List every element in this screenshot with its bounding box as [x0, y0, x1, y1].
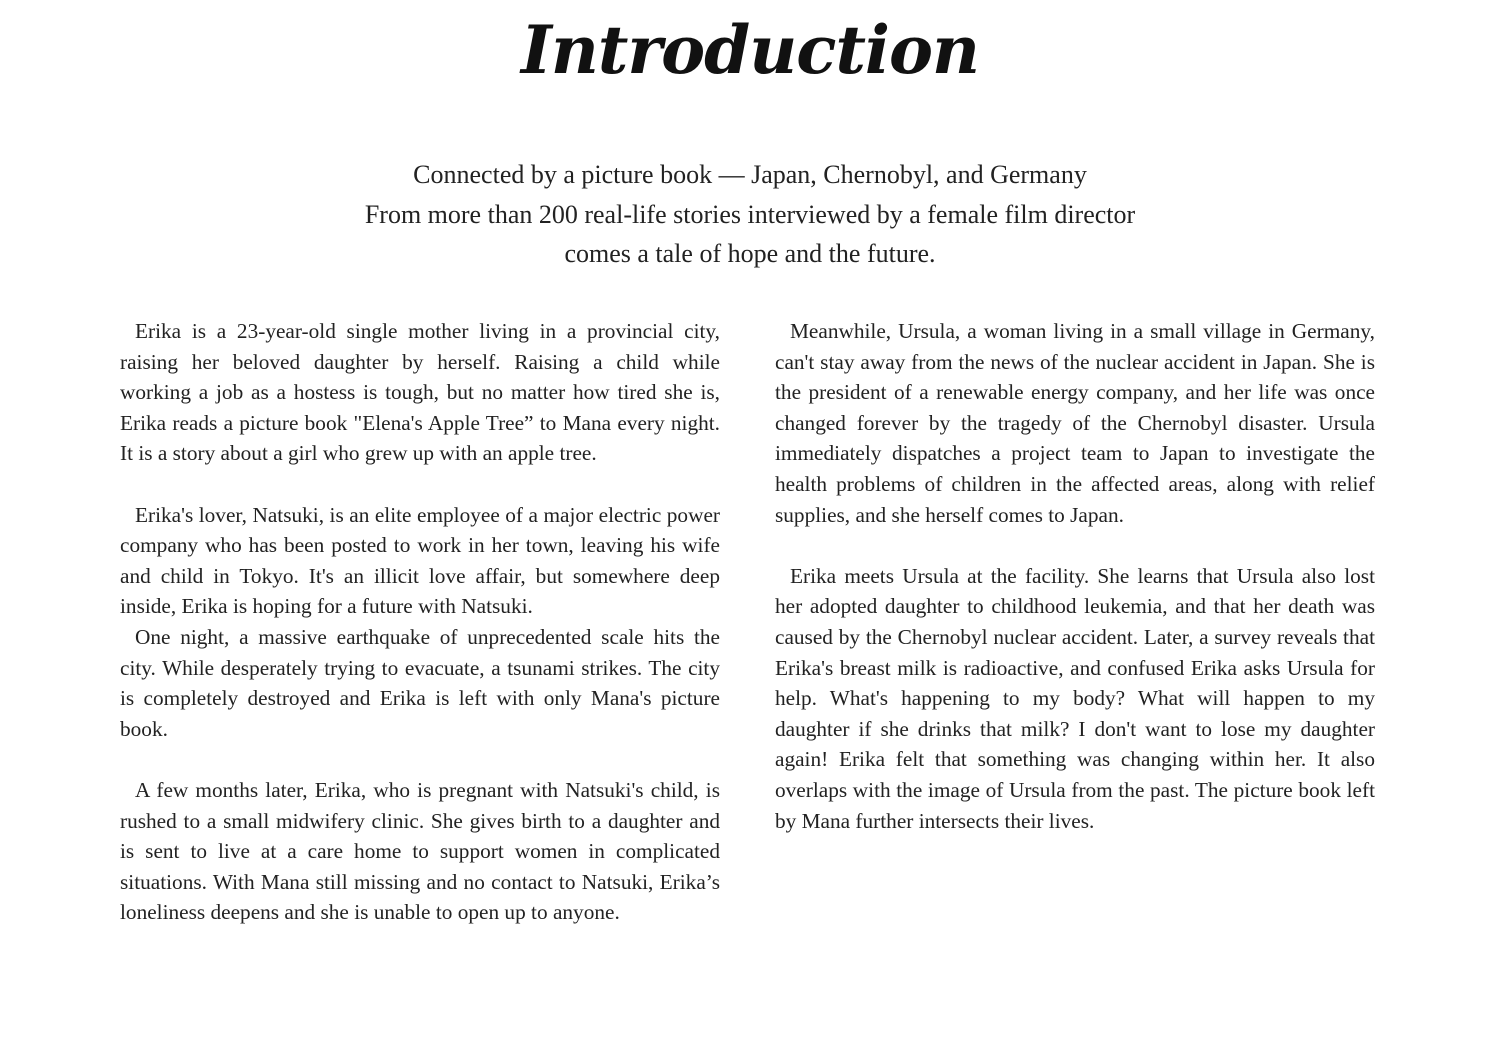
story-paragraph: Erika meets Ursula at the facility. She learns that Ursula also lost her adopted daughter to childhood leukemia, and that her death was caused by the Chernobyl nuclear accident. Later, a survey reveals that Erika's breast milk is radioactive, and confused Erika asks Ursula for help. What's happening to my body? What will happen to my daughter if she drinks that milk? I don't want to lose my daughter again! Erika felt that something was changing within her. It also overlaps with the image of Ursula from the past. The picture book left by Mana further intersects their lives.	[775, 563, 1375, 833]
page-title: Introduction	[520, 11, 980, 89]
story-paragraph: One night, a massive earthquake of unprecedented scale hits the city. While desperately trying to evacuate, a tsunami strikes. The city is completely destroyed and Erika is left with only Mana's picture book.	[120, 624, 720, 741]
right-column	[775, 316, 1375, 836]
tagline-line: comes a tale of hope and the future.	[564, 239, 936, 268]
story-paragraph: Erika's lover, Natsuki, is an elite employee of a major electric power company who has been posted to work in her town, leaving his wife and child in Tokyo. It's an illicit love affair, but somewhere deep inside, Erika is hoping for a future with Natsuki.	[120, 502, 720, 619]
tagline-line: Connected by a picture book — Japan, Chernobyl, and Germany	[413, 160, 1087, 189]
story-paragraph: A few months later, Erika, who is pregnant with Natsuki's child, is rushed to a small midwifery clinic. She gives birth to a daughter and is sent to live at a care home to support women in complicated situations. With Mana still missing and no contact to Natsuki, Erika’s loneliness deepens and she is unable to open up to anyone.	[120, 777, 720, 925]
tagline	[0, 155, 1500, 274]
tagline-line: From more than 200 real-life stories interviewed by a female film director	[364, 199, 1136, 229]
story-paragraph: Erika is a 23-year-old single mother living in a provincial city, raising her beloved daughter by herself. Raising a child while working a job as a hostess is tough, but no matter how tired she is, Erika reads a picture book "Elena's Apple Tree” to Mana every night. It is a story about a girl who grew up with an apple tree.	[120, 319, 720, 466]
left-column	[120, 316, 720, 928]
story-paragraph: Meanwhile, Ursula, a woman living in a small village in Germany, can't stay away from the news of the nuclear accident in Japan. She is the president of a renewable energy company, and her life was once changed forever by the tragedy of the Chernobyl disaster. Ursula immediately dispatches a project team to Japan to investigate the health problems of children in the affected areas, along with relief supplies, and she herself comes to Japan.	[775, 319, 1375, 527]
